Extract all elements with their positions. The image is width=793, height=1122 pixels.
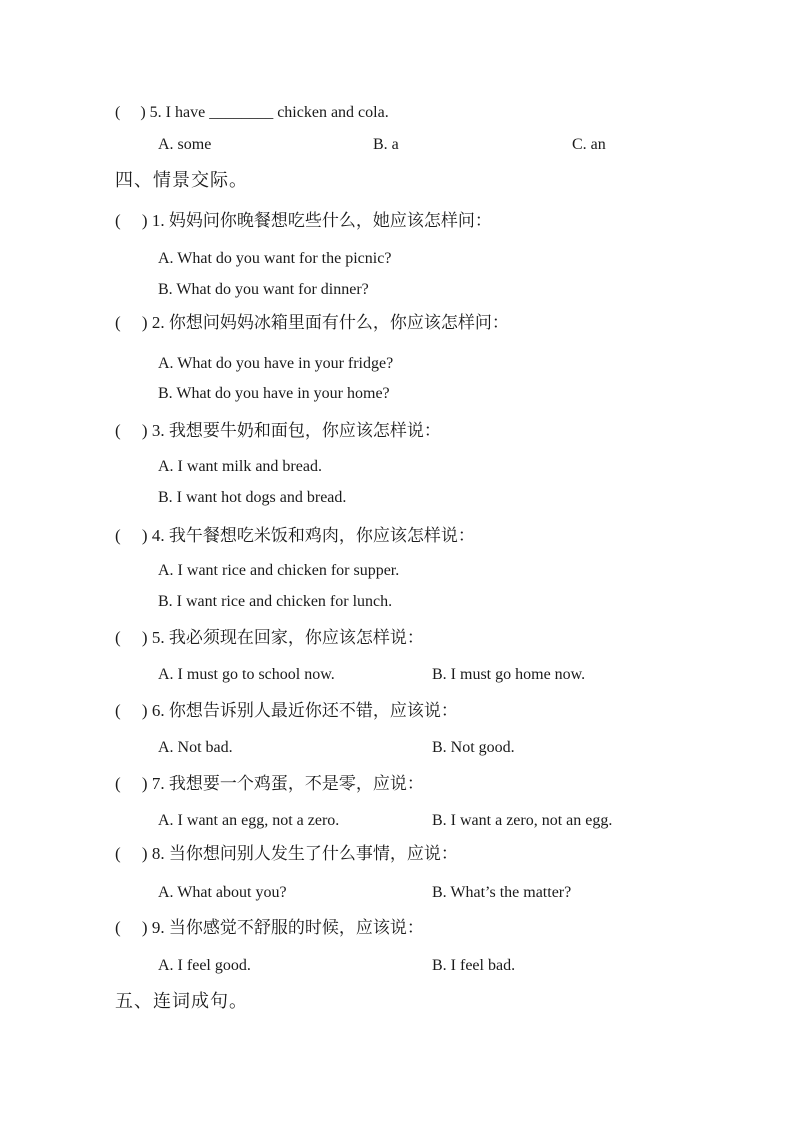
- lead-question-option-b: B. a: [373, 136, 399, 153]
- q6-prompt: ( ) 6. 你想告诉别人最近你还不错，应该说：: [115, 701, 458, 720]
- section4-heading: 四、情景交际。: [115, 170, 248, 190]
- q1-option-b: B. What do you want for dinner?: [158, 281, 369, 298]
- q2-prompt: ( ) 2. 你想问妈妈冰箱里面有什么，你应该怎样问：: [115, 313, 509, 332]
- q4-prompt: ( ) 4. 我午餐想吃米饭和鸡肉，你应该怎样说：: [115, 526, 475, 545]
- lead-question-option-a: A. some: [158, 136, 212, 153]
- q3-prompt: ( ) 3. 我想要牛奶和面包，你应该怎样说：: [115, 421, 441, 440]
- lead-question-prompt: ( ) 5. I have ________ chicken and cola.: [115, 104, 389, 121]
- q5-prompt: ( ) 5. 我必须现在回家，你应该怎样说：: [115, 628, 424, 647]
- q3-option-b: B. I want hot dogs and bread.: [158, 489, 347, 506]
- q7-option-b: B. I want a zero, not an egg.: [432, 812, 613, 829]
- section5-heading: 五、连词成句。: [115, 991, 248, 1011]
- q1-prompt: ( ) 1. 妈妈问你晚餐想吃些什么，她应该怎样问：: [115, 211, 492, 230]
- q1-option-a: A. What do you want for the picnic?: [158, 250, 392, 267]
- q5-option-a: A. I must go to school now.: [158, 666, 335, 683]
- q9-option-a: A. I feel good.: [158, 957, 251, 974]
- q7-option-a: A. I want an egg, not a zero.: [158, 812, 340, 829]
- q3-option-a: A. I want milk and bread.: [158, 458, 322, 475]
- q8-option-b: B. What’s the matter?: [432, 884, 572, 901]
- q9-prompt: ( ) 9. 当你感觉不舒服的时候，应该说：: [115, 918, 424, 937]
- q4-option-b: B. I want rice and chicken for lunch.: [158, 593, 393, 610]
- q6-option-a: A. Not bad.: [158, 739, 233, 756]
- lead-question-option-c: C. an: [572, 136, 606, 153]
- q7-prompt: ( ) 7. 我想要一个鸡蛋，不是零，应说：: [115, 774, 424, 793]
- q8-option-a: A. What about you?: [158, 884, 287, 901]
- q5-option-b: B. I must go home now.: [432, 666, 586, 683]
- q9-option-b: B. I feel bad.: [432, 957, 516, 974]
- q2-option-a: A. What do you have in your fridge?: [158, 355, 394, 372]
- q2-option-b: B. What do you have in your home?: [158, 385, 390, 402]
- q6-option-b: B. Not good.: [432, 739, 515, 756]
- q8-prompt: ( ) 8. 当你想问别人发生了什么事情，应说：: [115, 844, 458, 863]
- q4-option-a: A. I want rice and chicken for supper.: [158, 562, 400, 579]
